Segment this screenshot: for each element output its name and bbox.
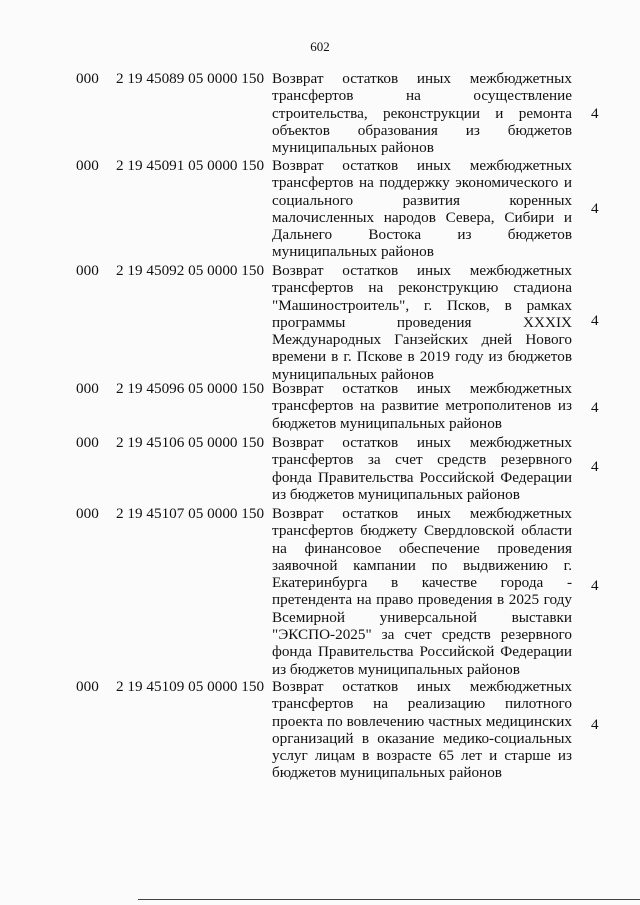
table-row [0,262,640,384]
table-row [0,678,640,783]
admin-code: 000 [76,434,99,451]
distribution-norm: 4 [591,312,599,329]
distribution-norm: 4 [591,200,599,217]
budget-classification-code: 2 19 45092 05 0000 150 [116,262,265,279]
admin-code: 000 [76,70,99,87]
budget-classification-code: 2 19 45106 05 0000 150 [116,434,265,451]
income-description: Возврат остатков иных межбюджетных трансфертов на поддержку экономического и социального развития коренных малочисленных народов Севера, Сибири и Дальнего Востока из бюджетов муниципальных районов [272,157,572,261]
table-row [0,505,640,678]
income-description: Возврат остатков иных межбюджетных трансфертов за счет средств резервного фонда Правительства Российской Федерации из бюджетов муниципальных районов [272,434,572,503]
bottom-rule-line [138,899,640,900]
table-row [0,157,640,262]
budget-classification-code: 2 19 45091 05 0000 150 [116,157,265,174]
income-description: Возврат остатков иных межбюджетных трансфертов на осуществление строительства, реконструкции и ремонта объектов образования из бюджетов муниципальных районов [272,70,572,157]
budget-classification-code: 2 19 45109 05 0000 150 [116,678,265,695]
admin-code: 000 [76,157,99,174]
admin-code: 000 [76,380,99,397]
distribution-norm: 4 [591,716,599,733]
income-description: Возврат остатков иных межбюджетных трансфертов на реализацию пилотного проекта по вовлечению частных медицинских организаций в оказание медико-социальных услуг лицам в возрасте 65 лет и старше из бюджетов муниципальных районов [272,678,572,782]
table-row [0,380,640,432]
income-description: Возврат остатков иных межбюджетных трансфертов на реконструкцию стадиона "Машиностроитель", г. Псков, в рамках программы проведения XXXIX Международных Ганзейских дней Нового времени в г. Пскове в 2019 году из бюджетов муниципальных районов [272,262,572,383]
income-description: Возврат остатков иных межбюджетных трансфертов на развитие метрополитенов из бюджетов муниципальных районов [272,380,572,432]
admin-code: 000 [76,678,99,695]
distribution-norm: 4 [591,399,599,416]
distribution-norm: 4 [591,458,599,475]
budget-classification-code: 2 19 45089 05 0000 150 [116,70,265,87]
table-row [0,434,640,504]
budget-classification-code: 2 19 45096 05 0000 150 [116,380,265,397]
distribution-norm: 4 [591,105,599,122]
budget-classification-code: 2 19 45107 05 0000 150 [116,505,265,522]
admin-code: 000 [76,262,99,279]
table-row [0,70,640,157]
income-description: Возврат остатков иных межбюджетных трансфертов бюджету Свердловской области на финансовое обеспечение проведения заявочной кампании по выдвижению г. Екатеринбурга в качестве города - претендента на право проведения в 2025 году Всемирной универсальной выставки "ЭКСПО-2025" за счет средств резервного фонда Правительства Российской Федерации из бюджетов муниципальных районов [272,505,572,678]
distribution-norm: 4 [591,577,599,594]
admin-code: 000 [76,505,99,522]
page-number: 602 [310,39,330,54]
